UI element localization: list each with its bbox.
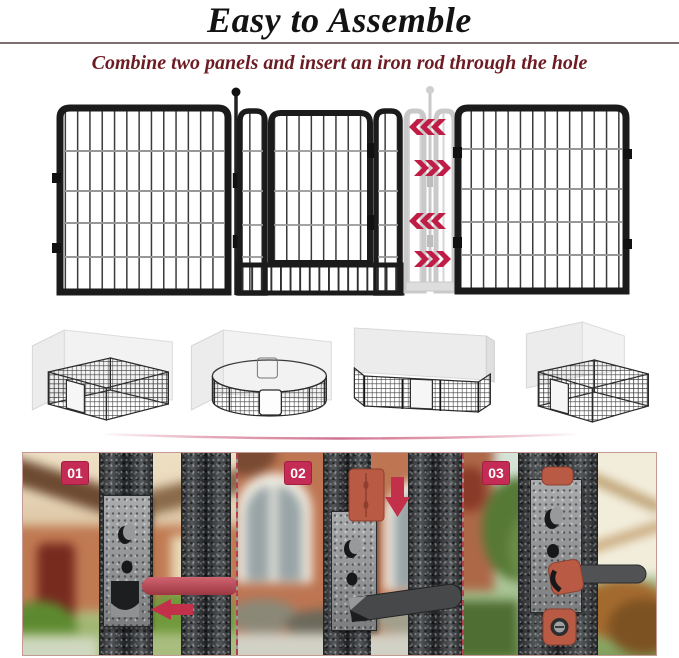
step-2-annotations [238, 453, 462, 655]
right-panel-icon [453, 108, 632, 291]
left-panel-icon [52, 108, 228, 292]
step-number: 03 [488, 465, 504, 481]
page-title: Easy to Assemble [207, 0, 472, 40]
door-panel-icon [238, 111, 402, 293]
step-2-panel [238, 453, 464, 655]
red-bracket-icon [349, 469, 384, 521]
red-handle-grip-icon [547, 558, 584, 595]
step-1-panel [23, 453, 238, 655]
step-number: 02 [290, 465, 306, 481]
octagon-pen-icon [181, 316, 340, 428]
step-number-badge [482, 461, 510, 485]
header-divider [0, 42, 679, 44]
corner-rectangle-pen-icon [22, 316, 181, 428]
arrow-down-icon [385, 477, 410, 517]
red-rod-icon [142, 577, 236, 595]
red-clip-top-icon [542, 467, 573, 485]
corner-wrap-pen-icon [498, 316, 657, 428]
step-1-annotations [23, 453, 236, 655]
step-number-badge [61, 461, 89, 485]
wall-side-pen-icon [340, 316, 499, 428]
red-base-plate-icon [543, 609, 576, 645]
arrow-left-icon [151, 599, 193, 620]
steps-photo-strip [22, 452, 657, 656]
step-number: 01 [67, 465, 83, 481]
step-3-panel [464, 453, 656, 655]
layout-examples-row [22, 316, 657, 428]
page-subtitle: Combine two panels and insert an iron rod through the hole [91, 52, 588, 74]
latch-handle-icon [349, 583, 462, 622]
swoosh-divider [0, 429, 679, 447]
assembly-diagram [40, 85, 640, 313]
step-number-badge [284, 461, 312, 485]
